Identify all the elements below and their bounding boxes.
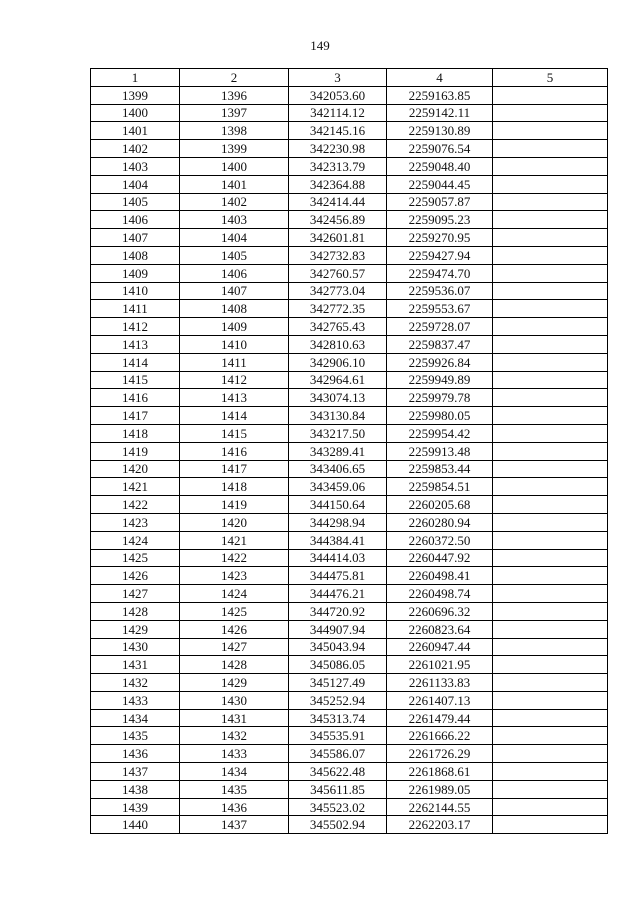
table-cell: 342414.44 [289, 193, 387, 211]
table-cell: 2259076.54 [387, 140, 493, 158]
table-cell: 1437 [180, 816, 289, 834]
table-cell: 2259130.89 [387, 122, 493, 140]
table-cell: 2260823.64 [387, 620, 493, 638]
table-cell: 2260447.92 [387, 549, 493, 567]
table-row [91, 175, 608, 193]
table-cell: 1420 [180, 513, 289, 531]
table-cell: 342114.12 [289, 104, 387, 122]
table-cell [493, 246, 608, 264]
table-cell: 1432 [180, 727, 289, 745]
table-cell: 1401 [180, 175, 289, 193]
table-cell: 2261479.44 [387, 709, 493, 727]
table-row [91, 157, 608, 175]
table-cell: 343074.13 [289, 389, 387, 407]
table-cell: 2260498.41 [387, 567, 493, 585]
table-cell: 2259163.85 [387, 86, 493, 104]
table-cell: 342732.83 [289, 246, 387, 264]
table-cell: 344298.94 [289, 513, 387, 531]
table-cell: 1423 [91, 513, 180, 531]
table-row [91, 763, 608, 781]
table-cell [493, 727, 608, 745]
table-row [91, 691, 608, 709]
table-cell: 345586.07 [289, 745, 387, 763]
table-row [91, 638, 608, 656]
table-row [91, 727, 608, 745]
table-cell: 1400 [180, 157, 289, 175]
table-cell: 2259728.07 [387, 318, 493, 336]
table-cell: 345535.91 [289, 727, 387, 745]
table-cell: 1404 [180, 229, 289, 247]
table-cell: 2260280.94 [387, 513, 493, 531]
table-cell [493, 780, 608, 798]
table-cell: 1403 [180, 211, 289, 229]
table-cell: 1422 [180, 549, 289, 567]
table-row [91, 620, 608, 638]
table-row [91, 478, 608, 496]
table-row [91, 282, 608, 300]
table-cell: 343459.06 [289, 478, 387, 496]
table-cell [493, 211, 608, 229]
table-cell [493, 745, 608, 763]
table-cell: 2261407.13 [387, 691, 493, 709]
table-cell: 1434 [180, 763, 289, 781]
table-cell [493, 318, 608, 336]
table-cell: 1416 [180, 442, 289, 460]
table-cell: 2261726.29 [387, 745, 493, 763]
table-cell: 1399 [91, 86, 180, 104]
table-cell [493, 335, 608, 353]
table-cell: 1428 [180, 656, 289, 674]
table-row [91, 798, 608, 816]
table-cell: 1415 [180, 424, 289, 442]
table-row [91, 567, 608, 585]
table-cell: 1406 [180, 264, 289, 282]
table-cell [493, 531, 608, 549]
table-row [91, 816, 608, 834]
table-cell: 2259536.07 [387, 282, 493, 300]
table-cell: 2260498.74 [387, 585, 493, 603]
table-cell: 342906.10 [289, 353, 387, 371]
table-cell [493, 140, 608, 158]
table-cell: 1409 [91, 264, 180, 282]
table-cell [493, 442, 608, 460]
table-cell: 343406.65 [289, 460, 387, 478]
column-header-3: 3 [289, 69, 387, 87]
table-cell: 1400 [91, 104, 180, 122]
table-cell: 2259095.23 [387, 211, 493, 229]
table-cell: 1407 [180, 282, 289, 300]
table-cell [493, 602, 608, 620]
table-cell: 1410 [91, 282, 180, 300]
table-cell: 342810.63 [289, 335, 387, 353]
table-cell [493, 175, 608, 193]
table-cell: 2259913.48 [387, 442, 493, 460]
table-cell: 1426 [180, 620, 289, 638]
table-cell: 1397 [180, 104, 289, 122]
table-row [91, 300, 608, 318]
table-cell [493, 122, 608, 140]
table-cell: 1419 [180, 496, 289, 514]
table-cell: 342456.89 [289, 211, 387, 229]
table-cell: 1435 [180, 780, 289, 798]
table-cell: 2261666.22 [387, 727, 493, 745]
table-cell: 1428 [91, 602, 180, 620]
table-cell: 1431 [180, 709, 289, 727]
table-cell: 343130.84 [289, 407, 387, 425]
table-cell: 1425 [91, 549, 180, 567]
table-row [91, 745, 608, 763]
table-cell [493, 549, 608, 567]
table-cell: 1436 [180, 798, 289, 816]
table-row [91, 709, 608, 727]
table-cell: 1405 [91, 193, 180, 211]
table-cell: 2259837.47 [387, 335, 493, 353]
table-cell: 1431 [91, 656, 180, 674]
table-cell: 1418 [180, 478, 289, 496]
table-cell: 1416 [91, 389, 180, 407]
table-header-row [91, 69, 608, 87]
table-row [91, 211, 608, 229]
table-row [91, 549, 608, 567]
table-cell [493, 229, 608, 247]
table-cell: 1424 [180, 585, 289, 603]
table-cell: 345086.05 [289, 656, 387, 674]
table-cell: 1433 [180, 745, 289, 763]
table-cell: 2260205.68 [387, 496, 493, 514]
table-row [91, 104, 608, 122]
table-cell: 1403 [91, 157, 180, 175]
table-row [91, 335, 608, 353]
table-cell: 343217.50 [289, 424, 387, 442]
table-cell [493, 300, 608, 318]
table-cell: 2259854.51 [387, 478, 493, 496]
table-cell [493, 691, 608, 709]
table-cell: 345622.48 [289, 763, 387, 781]
table-cell: 1402 [180, 193, 289, 211]
table-cell [493, 620, 608, 638]
table-cell [493, 709, 608, 727]
table-cell: 2261133.83 [387, 674, 493, 692]
table-cell: 345043.94 [289, 638, 387, 656]
table-cell: 2260947.44 [387, 638, 493, 656]
table-cell: 343289.41 [289, 442, 387, 460]
table-cell [493, 656, 608, 674]
table-cell: 2259057.87 [387, 193, 493, 211]
table-cell: 342772.35 [289, 300, 387, 318]
table-row [91, 140, 608, 158]
table-cell: 1414 [180, 407, 289, 425]
table-row [91, 318, 608, 336]
table-cell: 345252.94 [289, 691, 387, 709]
table-row [91, 246, 608, 264]
table-cell: 1408 [91, 246, 180, 264]
table-cell: 344476.21 [289, 585, 387, 603]
table-cell: 2259142.11 [387, 104, 493, 122]
table-cell: 2262144.55 [387, 798, 493, 816]
table-cell: 344907.94 [289, 620, 387, 638]
table-cell: 1434 [91, 709, 180, 727]
table-cell: 342364.88 [289, 175, 387, 193]
table-row [91, 407, 608, 425]
table-row [91, 389, 608, 407]
table-row [91, 460, 608, 478]
table-cell: 1430 [91, 638, 180, 656]
table-cell: 1422 [91, 496, 180, 514]
table-cell: 1411 [180, 353, 289, 371]
table-row [91, 531, 608, 549]
table-cell [493, 282, 608, 300]
table-cell [493, 353, 608, 371]
table-cell: 1433 [91, 691, 180, 709]
table-row [91, 496, 608, 514]
table-cell: 342313.79 [289, 157, 387, 175]
table-cell: 1419 [91, 442, 180, 460]
table-cell: 1427 [180, 638, 289, 656]
table-cell [493, 478, 608, 496]
table-cell: 1427 [91, 585, 180, 603]
table-cell: 1410 [180, 335, 289, 353]
table-cell [493, 638, 608, 656]
table-cell: 342601.81 [289, 229, 387, 247]
table-cell: 2259980.05 [387, 407, 493, 425]
table-cell [493, 460, 608, 478]
table-cell: 1435 [91, 727, 180, 745]
table-cell: 2259926.84 [387, 353, 493, 371]
table-row [91, 264, 608, 282]
table-cell: 344414.03 [289, 549, 387, 567]
table-body [91, 86, 608, 833]
table-cell: 2260696.32 [387, 602, 493, 620]
table-cell: 1402 [91, 140, 180, 158]
table-cell: 1436 [91, 745, 180, 763]
table-cell: 342145.16 [289, 122, 387, 140]
table-cell: 1432 [91, 674, 180, 692]
table-cell: 2259270.95 [387, 229, 493, 247]
column-header-1: 1 [91, 69, 180, 87]
table-cell: 2261021.95 [387, 656, 493, 674]
table-cell [493, 816, 608, 834]
table-cell: 2259853.44 [387, 460, 493, 478]
table-cell: 342760.57 [289, 264, 387, 282]
table-row [91, 442, 608, 460]
column-header-2: 2 [180, 69, 289, 87]
table-cell: 345502.94 [289, 816, 387, 834]
table-cell: 342053.60 [289, 86, 387, 104]
table-cell: 1439 [91, 798, 180, 816]
page-number: 149 [310, 38, 330, 53]
table-cell [493, 86, 608, 104]
table-cell [493, 567, 608, 585]
table-cell: 1412 [180, 371, 289, 389]
table-row [91, 371, 608, 389]
table-cell: 1404 [91, 175, 180, 193]
table-cell: 1409 [180, 318, 289, 336]
table-cell: 1413 [180, 389, 289, 407]
table-cell: 344475.81 [289, 567, 387, 585]
table-cell: 2259048.40 [387, 157, 493, 175]
table-cell [493, 389, 608, 407]
table-cell: 342230.98 [289, 140, 387, 158]
column-header-4: 4 [387, 69, 493, 87]
table-cell: 345313.74 [289, 709, 387, 727]
table-cell [493, 104, 608, 122]
table-cell: 1426 [91, 567, 180, 585]
table-row [91, 122, 608, 140]
table-cell: 1413 [91, 335, 180, 353]
table-cell: 1429 [91, 620, 180, 638]
table-cell: 2259553.67 [387, 300, 493, 318]
table-row [91, 585, 608, 603]
table-cell: 1437 [91, 763, 180, 781]
coordinates-table [90, 68, 608, 834]
table-cell: 1440 [91, 816, 180, 834]
table-cell: 1398 [180, 122, 289, 140]
table-cell: 1420 [91, 460, 180, 478]
table-cell: 344150.64 [289, 496, 387, 514]
table-cell [493, 798, 608, 816]
table-cell: 1411 [91, 300, 180, 318]
table-cell: 1418 [91, 424, 180, 442]
table-row [91, 602, 608, 620]
table-cell: 1399 [180, 140, 289, 158]
table-cell: 2259474.70 [387, 264, 493, 282]
table-cell [493, 585, 608, 603]
table-cell [493, 407, 608, 425]
table-cell [493, 264, 608, 282]
table-cell: 1408 [180, 300, 289, 318]
table-cell: 1415 [91, 371, 180, 389]
table-cell: 1406 [91, 211, 180, 229]
table-cell [493, 157, 608, 175]
table-cell: 1430 [180, 691, 289, 709]
table-cell: 344384.41 [289, 531, 387, 549]
table-cell [493, 513, 608, 531]
table-cell: 345523.02 [289, 798, 387, 816]
table-cell: 2259949.89 [387, 371, 493, 389]
table-cell: 1421 [180, 531, 289, 549]
table-cell: 2259044.45 [387, 175, 493, 193]
table-row [91, 353, 608, 371]
table-cell: 1423 [180, 567, 289, 585]
table-cell: 1438 [91, 780, 180, 798]
table-cell: 1407 [91, 229, 180, 247]
table-cell: 345127.49 [289, 674, 387, 692]
table-cell: 1425 [180, 602, 289, 620]
table-cell [493, 763, 608, 781]
table-cell [493, 496, 608, 514]
table-cell: 342765.43 [289, 318, 387, 336]
table-cell: 1417 [180, 460, 289, 478]
table-cell: 1405 [180, 246, 289, 264]
table-cell [493, 193, 608, 211]
table-row [91, 513, 608, 531]
table-cell: 2261868.61 [387, 763, 493, 781]
table-cell: 2260372.50 [387, 531, 493, 549]
table-cell: 342964.61 [289, 371, 387, 389]
table-row [91, 674, 608, 692]
table-row [91, 780, 608, 798]
table-cell: 2259979.78 [387, 389, 493, 407]
table-cell: 1421 [91, 478, 180, 496]
table-row [91, 656, 608, 674]
table-cell: 1417 [91, 407, 180, 425]
table-cell [493, 371, 608, 389]
table-cell: 2259954.42 [387, 424, 493, 442]
table-cell: 1396 [180, 86, 289, 104]
table-cell: 1424 [91, 531, 180, 549]
table-row [91, 193, 608, 211]
table-cell: 2262203.17 [387, 816, 493, 834]
table-cell: 1414 [91, 353, 180, 371]
table-cell: 345611.85 [289, 780, 387, 798]
table-cell: 1401 [91, 122, 180, 140]
table-cell: 1429 [180, 674, 289, 692]
table-cell [493, 424, 608, 442]
table-cell: 1412 [91, 318, 180, 336]
table-cell: 2261989.05 [387, 780, 493, 798]
table-row [91, 424, 608, 442]
table-cell: 342773.04 [289, 282, 387, 300]
table-cell [493, 674, 608, 692]
table-row [91, 229, 608, 247]
table-cell: 2259427.94 [387, 246, 493, 264]
table-cell: 344720.92 [289, 602, 387, 620]
column-header-5: 5 [493, 69, 608, 87]
table-row [91, 86, 608, 104]
